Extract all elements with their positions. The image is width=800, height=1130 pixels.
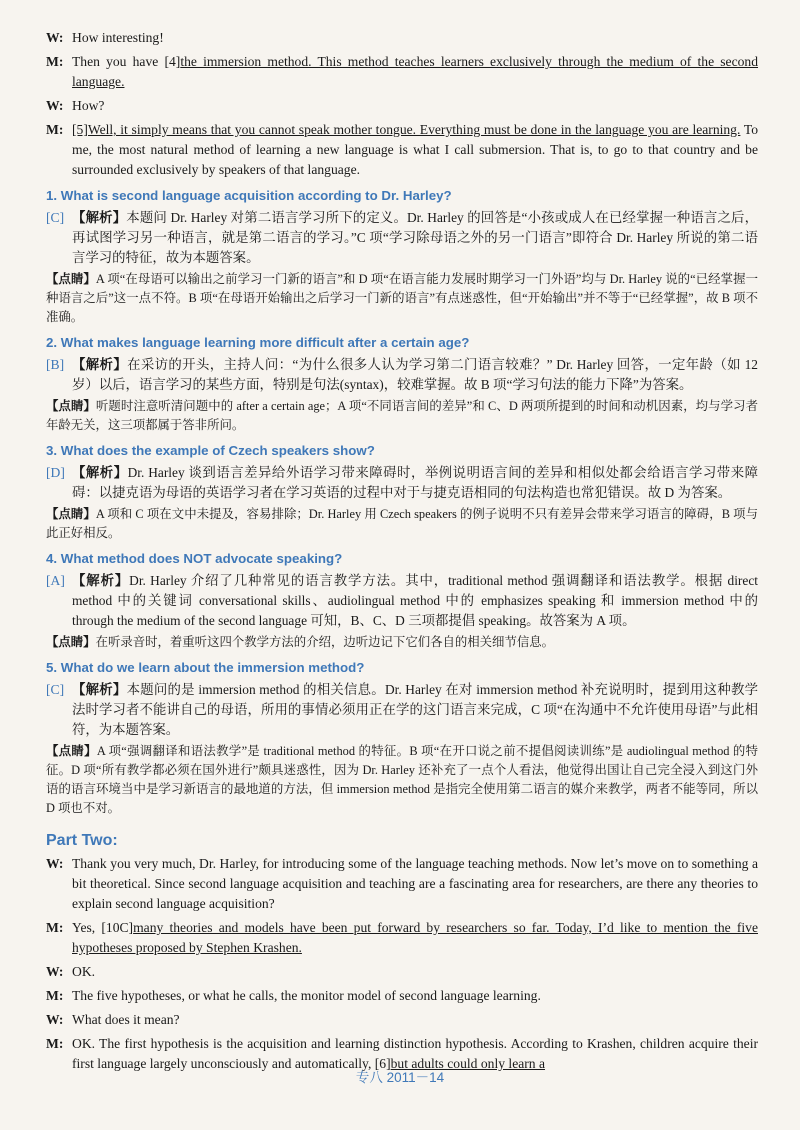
analysis-tag: 【解析】 xyxy=(72,573,130,588)
speaker-label: M: xyxy=(46,54,64,69)
dialogue-text: How? xyxy=(72,98,105,113)
analysis-tag: 【解析】 xyxy=(72,682,127,697)
question-heading: 5. What do we learn about the immersion method? xyxy=(46,660,365,675)
dialogue-turn xyxy=(46,1010,758,1030)
question-heading: 3. What does the example of Czech speakers show? xyxy=(46,443,375,458)
underlined-answer-text: [5]Well, it simply means that you cannot speak mother tongue. Everything must be done in the language you are learning. xyxy=(72,122,741,137)
analysis-body: 本题问 Dr. Harley 对第二语言学习所下的定义。Dr. Harley 的回答是“小孩或成人在已经掌握一种语言之后，再试图学习另一种语言，就是第二语言的学习。”C 项“学习除母语之外的另一门语言”即符合 Dr. Harley 所说的第二语言学习的特征，故为本题答案。 xyxy=(72,210,758,265)
dialogue-text: Thank you very much, Dr. Harley, for introducing some of the language teaching methods. Now let’s move on to something a bit theoretical. Since second language acquisition and teaching are a fascinating area for researchers, are there any theories to explain second language acquisition? xyxy=(72,856,758,911)
speaker-label: M: xyxy=(46,1036,64,1051)
dialogue-text xyxy=(72,120,758,180)
dialogue-text xyxy=(72,918,758,958)
tip-body: A 项“在母语可以输出之前学习一门新的语言”和 D 项“在语言能力发展时期学习一门外语”均与 Dr. Harley 说的“已经掌握一种语言之后”这一点不符。B 项“在母语开始输出之后学习一门新的语言”有点迷惑性，但“开始输出”并不等于“已经掌握”，故 B 项不准确。 xyxy=(46,272,758,324)
answer-analysis xyxy=(46,463,758,503)
question-heading: 1. What is second language acquisition according to Dr. Harley? xyxy=(46,188,452,203)
tip-body: A 项“强调翻译和语法教学”是 traditional method 的特征。B 项“在开口说之前不提倡阅读训练”是 audiolingual method 的特征。D 项“所有教学都必须在国外进行”颇具迷惑性，因为 Dr. Harley 还补充了一点个人看法，他觉得出国让自己完全浸入到这门外语的语言环境当中是学习新语言的最地道的方法，但 immersion method 是指完全使用第二语言的媒介来教学，两者不能等同，所以 D 项也不对。 xyxy=(46,744,758,815)
analysis-body: Dr. Harley 介绍了几种常见的语言教学方法。其中，traditional method 强调翻译和语法教学。根据 direct method 中的关键词 conversational skills、audiolingual method 中的 emphasizes speaking 和 immersion method 中的 through the medium of the second language 可知，B、C、D 三项都提倡 speaking。故答案为 A 项。 xyxy=(72,573,758,628)
tip-tag: 【点睛】 xyxy=(46,635,96,649)
analysis-text xyxy=(72,680,758,740)
answer-label: [D] xyxy=(46,465,65,480)
speaker-label: M: xyxy=(46,920,64,935)
analysis-body: Dr. Harley 谈到语言差异给外语学习带来障碍时，举例说明语言间的差异和相似处都会给语言学习带来障碍：以捷克语为母语的英语学习者在学习英语的过程中对于与捷克语相同的句法构造也常犯错误。故 D 为答案。 xyxy=(72,465,759,500)
analysis-text xyxy=(72,571,758,631)
question-heading: 4. What method does NOT advocate speaking? xyxy=(46,551,343,566)
tip-tag: 【点睛】 xyxy=(46,744,97,758)
tip-note xyxy=(46,270,758,327)
analysis-text xyxy=(72,208,758,268)
page-footer: 专八 2011－14 xyxy=(355,1070,445,1085)
speaker-label: W: xyxy=(46,964,64,979)
dialogue-turn xyxy=(46,52,758,92)
analysis-tag: 【解析】 xyxy=(72,465,128,480)
dialogue-text: OK. xyxy=(72,964,96,979)
tip-tag: 【点睛】 xyxy=(46,507,96,521)
speaker-label: W: xyxy=(46,1012,64,1027)
dialogue-turn xyxy=(46,120,758,180)
underlined-answer-text: many theories and models have been put forward by researchers so far. Today, I’d like to mention the five hypotheses proposed by Stephen Krashen. xyxy=(72,920,758,955)
dialogue-turn xyxy=(46,854,758,914)
tip-note xyxy=(46,633,758,652)
speaker-label: W: xyxy=(46,30,64,45)
underlined-answer-text: but adults could only learn a xyxy=(390,1056,546,1071)
speaker-label: M: xyxy=(46,122,64,137)
text-segment: OK. The first hypothesis is the acquisition and learning distinction hypothesis. According to Krashen, children acquire their first language largely unconsciously and automatically, [6] xyxy=(72,1036,758,1071)
answer-label: [A] xyxy=(46,573,65,588)
text-segment: To me, the most natural method of learning a new language is what I call submersion. That is, to go to that country and be surrounded exclusively by speakers of that language. xyxy=(72,122,759,177)
tip-note xyxy=(46,505,758,543)
speaker-label: W: xyxy=(46,856,64,871)
analysis-text xyxy=(72,463,758,503)
underlined-answer-text: the immersion method. This method teaches learners exclusively through the medium of the second language. xyxy=(72,54,759,89)
tip-tag: 【点睛】 xyxy=(46,399,96,413)
dialogue-turn xyxy=(46,918,758,958)
analysis-text xyxy=(72,355,758,395)
page-content xyxy=(46,28,758,1078)
question-heading: 2. What makes language learning more difficult after a certain age? xyxy=(46,335,470,350)
analysis-tag: 【解析】 xyxy=(72,357,128,372)
tip-tag: 【点睛】 xyxy=(46,272,96,286)
tip-note xyxy=(46,742,758,818)
text-segment: Then you have [4] xyxy=(72,54,181,69)
answer-label: [C] xyxy=(46,210,65,225)
dialogue-text: How interesting! xyxy=(72,30,164,45)
answer-label: [C] xyxy=(46,682,65,697)
speaker-label: W: xyxy=(46,98,64,113)
tip-body: 在听录音时，着重听这四个教学方法的介绍，边听边记下它们各自的相关细节信息。 xyxy=(95,635,555,649)
dialogue-text: The five hypotheses, or what he calls, the monitor model of second language learning. xyxy=(72,988,541,1003)
answer-analysis xyxy=(46,208,758,268)
dialogue-text xyxy=(72,52,758,92)
dialogue-turn xyxy=(46,986,758,1006)
section-heading: Part Two: xyxy=(46,832,118,849)
answer-analysis xyxy=(46,680,758,740)
tip-body: 听题时注意听清问题中的 after a certain age；A 项“不同语言间的差异”和 C、D 两项所提到的时间和动机因素，均与学习者年龄无关，这三项都属于答非所问。 xyxy=(46,399,758,432)
answer-label: [B] xyxy=(46,357,65,372)
tip-note xyxy=(46,397,758,435)
text-segment: Yes, [10C] xyxy=(72,920,134,935)
analysis-tag: 【解析】 xyxy=(72,210,127,225)
dialogue-turn xyxy=(46,962,758,982)
dialogue-turn xyxy=(46,28,758,48)
answer-analysis xyxy=(46,355,758,395)
dialogue-text: What does it mean? xyxy=(72,1012,180,1027)
dialogue-turn xyxy=(46,96,758,116)
tip-body: A 项和 C 项在文中未提及，容易排除；Dr. Harley 用 Czech speakers 的例子说明不只有差异会带来学习语言的障碍，B 项与此正好相反。 xyxy=(46,507,758,540)
analysis-body: 在采访的开头，主持人问：“为什么很多人认为学习第二门语言较难？” Dr. Harley 回答，一定年龄（如 12 岁）以后，语言学习的某些方面，特别是句法(syntax)，较难掌握。故 B 项“学习句法的能力下降”为答案。 xyxy=(72,357,758,392)
analysis-body: 本题问的是 immersion method 的相关信息。Dr. Harley 在对 immersion method 补充说明时，提到用这种教学法时学习者不能讲自己的母语，所用的事情必须用正在学的这门语言来完成，C 项“在沟通中不允许使用母语”与此相符，为本题答案。 xyxy=(72,682,758,737)
speaker-label: M: xyxy=(46,988,64,1003)
answer-analysis xyxy=(46,571,758,631)
